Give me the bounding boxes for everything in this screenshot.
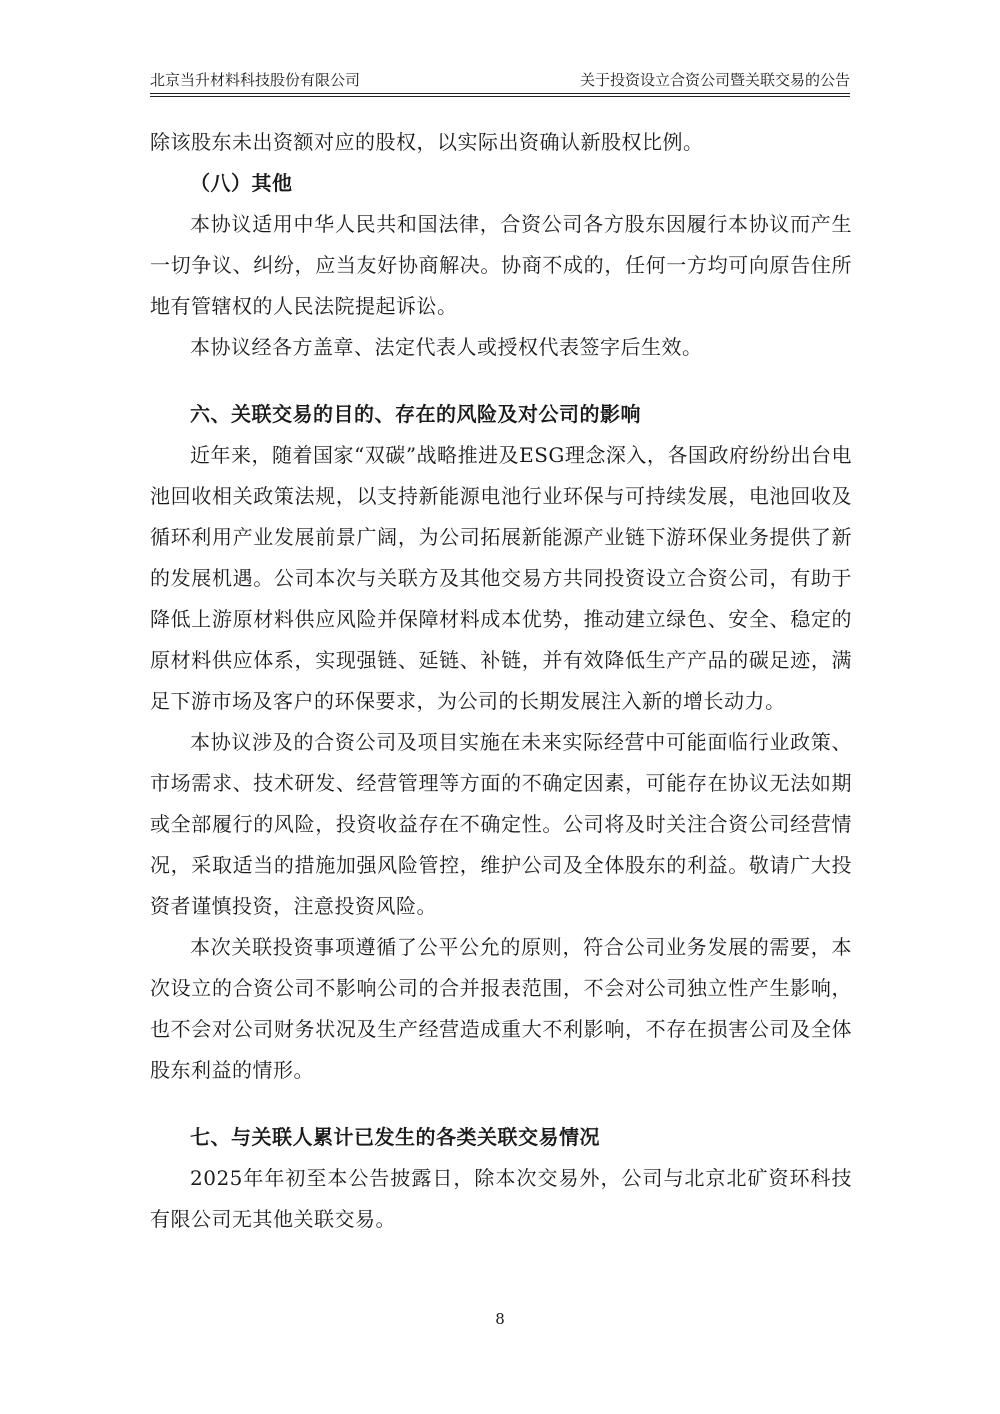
header-rule <box>150 93 850 94</box>
paragraph-effectiveness: 本协议经各方盖章、法定代表人或授权代表签字后生效。 <box>190 335 703 359</box>
heading-section-8: （八）其他 <box>190 171 293 195</box>
header-doc-title: 关于投资设立合资公司暨关联交易的公告 <box>579 71 850 89</box>
header-company: 北京当升材料科技股份有限公司 <box>150 71 361 89</box>
page-number: 8 <box>495 1310 505 1328</box>
page-header <box>150 60 850 92</box>
paragraph-governing-law: 本协议适用中华人民共和国法律，合资公司各方股东因履行本协议而产生一切争议、纠纷，应当友好协商解决。协商不成的，任何一方均可向原告住所地有管辖权的人民法院提起诉讼。 <box>150 212 852 318</box>
header-rule-secondary <box>150 96 850 97</box>
paragraph-purpose: 近年来，随着国家“双碳”战略推进及ESG理念深入，各国政府纷纷出台电池回收相关政策法规，以支持新能源电池行业环保与可持续发展，电池回收及循环利用产业发展前景广阔，为公司拓展新能源产业链下游环保业务提供了新的发展机遇。公司本次与关联方及其他交易方共同投资设立合资公司，有助于降低上游原材料供应风险并保障材料成本优势，推动建立绿色、安全、稳定的原材料供应体系，实现强链、延链、补链，并有效降低生产产品的碳足迹，满足下游市场及客户的环保要求，为公司的长期发展注入新的增长动力。 <box>150 443 852 713</box>
paragraph-risk: 本协议涉及的合资公司及项目实施在未来实际经营中可能面临行业政策、市场需求、技术研发、经营管理等方面的不确定因素，可能存在协议无法如期或全部履行的风险，投资收益存在不确定性。公司将及时关注合资公司经营情况，采取适当的措施加强风险管控，维护公司及全体股东的利益。敬请广大投资者谨慎投资，注意投资风险。 <box>150 730 852 918</box>
paragraph-related-transactions: 2025年年初至本公告披露日，除本次交易外，公司与北京北矿资环科技有限公司无其他关联交易。 <box>150 1166 852 1231</box>
document-body <box>150 122 852 1240</box>
heading-section-6: 六、关联交易的目的、存在的风险及对公司的影响 <box>190 402 641 426</box>
paragraph-impact: 本次关联投资事项遵循了公平公允的原则，符合公司业务发展的需要，本次设立的合资公司不影响公司的合并报表范围，不会对公司独立性产生影响，也不会对公司财务状况及生产经营造成重大不利影响，不存在损害公司及全体股东利益的情形。 <box>150 935 852 1082</box>
paragraph-continued: 除该股东未出资额对应的股权，以实际出资确认新股权比例。 <box>150 130 704 154</box>
heading-section-7: 七、与关联人累计已发生的各类关联交易情况 <box>190 1125 600 1149</box>
